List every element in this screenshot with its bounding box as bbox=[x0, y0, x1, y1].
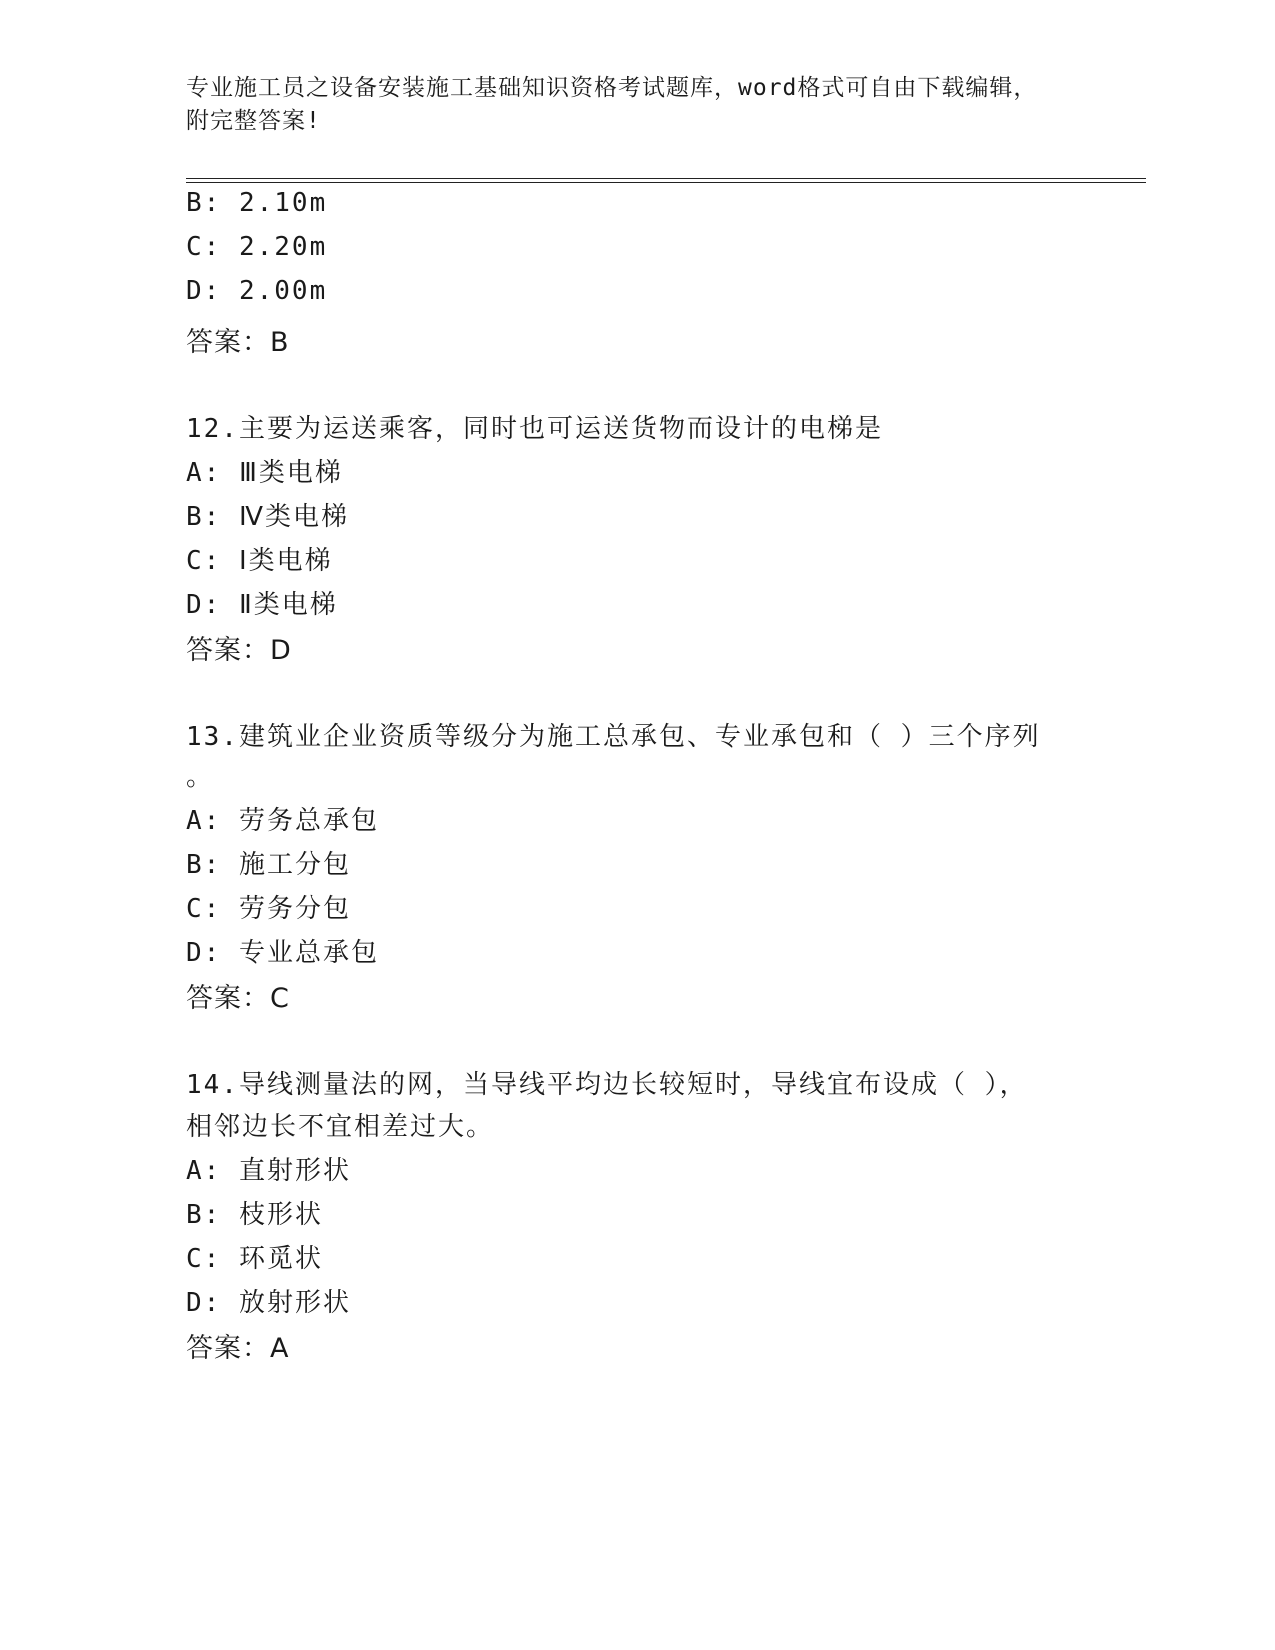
q13-option-b: B: 施工分包 bbox=[186, 850, 351, 880]
q12-stem: 12.主要为运送乘客，同时也可运送货物而设计的电梯是 bbox=[186, 414, 883, 444]
q11-option-b: B: 2.10m bbox=[186, 188, 328, 218]
q14-stem-continuation: 相邻边长不宜相差过大。 bbox=[186, 1112, 495, 1142]
q12-option-d: D: Ⅱ类电梯 bbox=[186, 590, 338, 620]
q11-option-d: D: 2.00m bbox=[186, 276, 328, 306]
q11-answer: 答案：B bbox=[186, 327, 290, 358]
page-header bbox=[186, 72, 1066, 138]
q14-option-d: D: 放射形状 bbox=[186, 1288, 351, 1318]
header-line-1: 专业施工员之设备安装施工基础知识资格考试题库，word格式可自由下载编辑， bbox=[186, 75, 1038, 101]
q13-stem-continuation: 。 bbox=[186, 762, 215, 792]
q13-answer: 答案：C bbox=[186, 983, 290, 1014]
q12-option-b: B: Ⅳ类电梯 bbox=[186, 502, 349, 532]
q13-option-d: D: 专业总承包 bbox=[186, 938, 379, 968]
q14-option-b: B: 枝形状 bbox=[186, 1200, 323, 1230]
q14-answer: 答案：A bbox=[186, 1333, 290, 1364]
q12-option-a: A: Ⅲ类电梯 bbox=[186, 458, 343, 488]
q13-option-c: C: 劳务分包 bbox=[186, 894, 351, 924]
q11-option-c: C: 2.20m bbox=[186, 232, 328, 262]
q14-option-a: A: 直射形状 bbox=[186, 1156, 351, 1186]
q14-stem: 14.导线测量法的网，当导线平均边长较短时，导线宜布设成（ ）， bbox=[186, 1070, 1028, 1100]
q14-option-c: C: 环觅状 bbox=[186, 1244, 323, 1274]
q12-answer: 答案：D bbox=[186, 635, 292, 666]
q13-option-a: A: 劳务总承包 bbox=[186, 806, 379, 836]
q13-stem: 13.建筑业企业资质等级分为施工总承包、专业承包和（ ）三个序列 bbox=[186, 722, 1041, 752]
header-line-2: 附完整答案! bbox=[186, 108, 321, 134]
header-divider bbox=[186, 178, 1146, 183]
q12-option-c: C: Ⅰ类电梯 bbox=[186, 546, 333, 576]
